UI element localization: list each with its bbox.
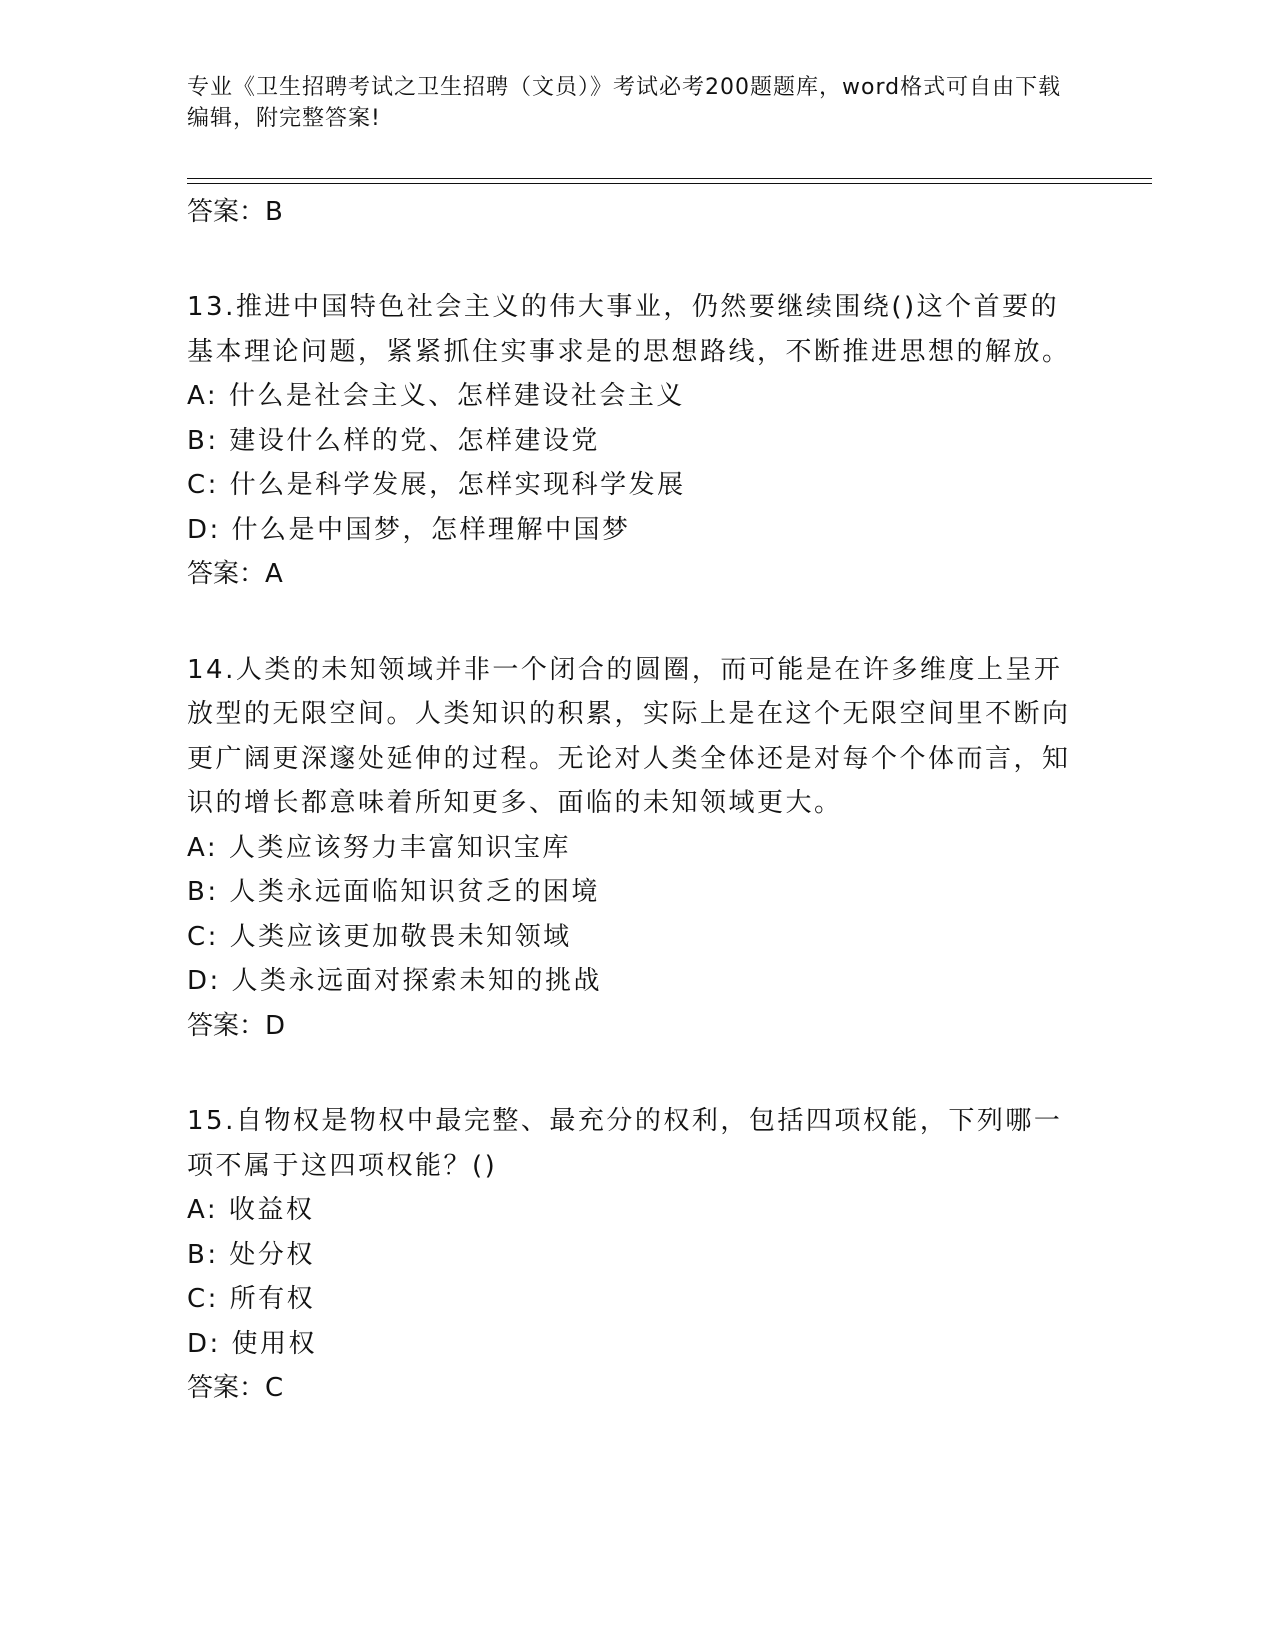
option-d: D: 人类永远面对探索未知的挑战 <box>187 966 603 996</box>
question-answer: 答案：C <box>187 1373 284 1403</box>
question-15 <box>187 1099 1087 1411</box>
option-a: A: 收益权 <box>187 1195 315 1225</box>
question-14 <box>187 648 1087 1049</box>
document-header: 专业《卫生招聘考试之卫生招聘（文员）》考试必考200题题库，word格式可自由下载编辑，附完整答案! <box>187 75 1062 131</box>
option-b: B: 建设什么样的党、怎样建设党 <box>187 425 600 456</box>
question-list <box>187 190 1087 1411</box>
option-c: C: 人类应该更加敬畏未知领域 <box>187 921 572 952</box>
question-answer: 答案：D <box>187 1010 286 1041</box>
header-divider-double <box>187 183 1152 184</box>
question-stem: 14.人类的未知领域并非一个闭合的圆圈，而可能是在许多维度上呈开放型的无限空间。人类知识的积累，实际上是在这个无限空间里不断向更广阔更深邃处延伸的过程。无论对人类全体还是对每个个体而言，知识的增长都意味着所知更多、面临的未知领域更大。 <box>187 654 1071 818</box>
option-b: B: 处分权 <box>187 1239 315 1270</box>
option-d: D: 使用权 <box>187 1328 318 1359</box>
option-a: A: 人类应该努力丰富知识宝库 <box>187 832 571 863</box>
option-b: B: 人类永远面临知识贫乏的困境 <box>187 877 600 907</box>
question-stem: 13.推进中国特色社会主义的伟大事业，仍然要继续围绕()这个首要的基本理论问题，紧紧抓住实事求是的思想路线，不断推进思想的解放。 <box>187 292 1071 367</box>
option-a: A: 什么是社会主义、怎样建设社会主义 <box>187 381 685 411</box>
option-c: C: 什么是科学发展，怎样实现科学发展 <box>187 470 686 500</box>
option-c: C: 所有权 <box>187 1284 316 1314</box>
question-answer: 答案：A <box>187 559 283 589</box>
question-stem: 15.自物权是物权中最完整、最充分的权利，包括四项权能，下列哪一项不属于这四项权能？() <box>187 1106 1063 1181</box>
option-d: D: 什么是中国梦，怎样理解中国梦 <box>187 514 631 545</box>
header-divider <box>187 178 1152 179</box>
previous-answer: 答案：B <box>187 197 283 227</box>
question-13 <box>187 285 1087 597</box>
